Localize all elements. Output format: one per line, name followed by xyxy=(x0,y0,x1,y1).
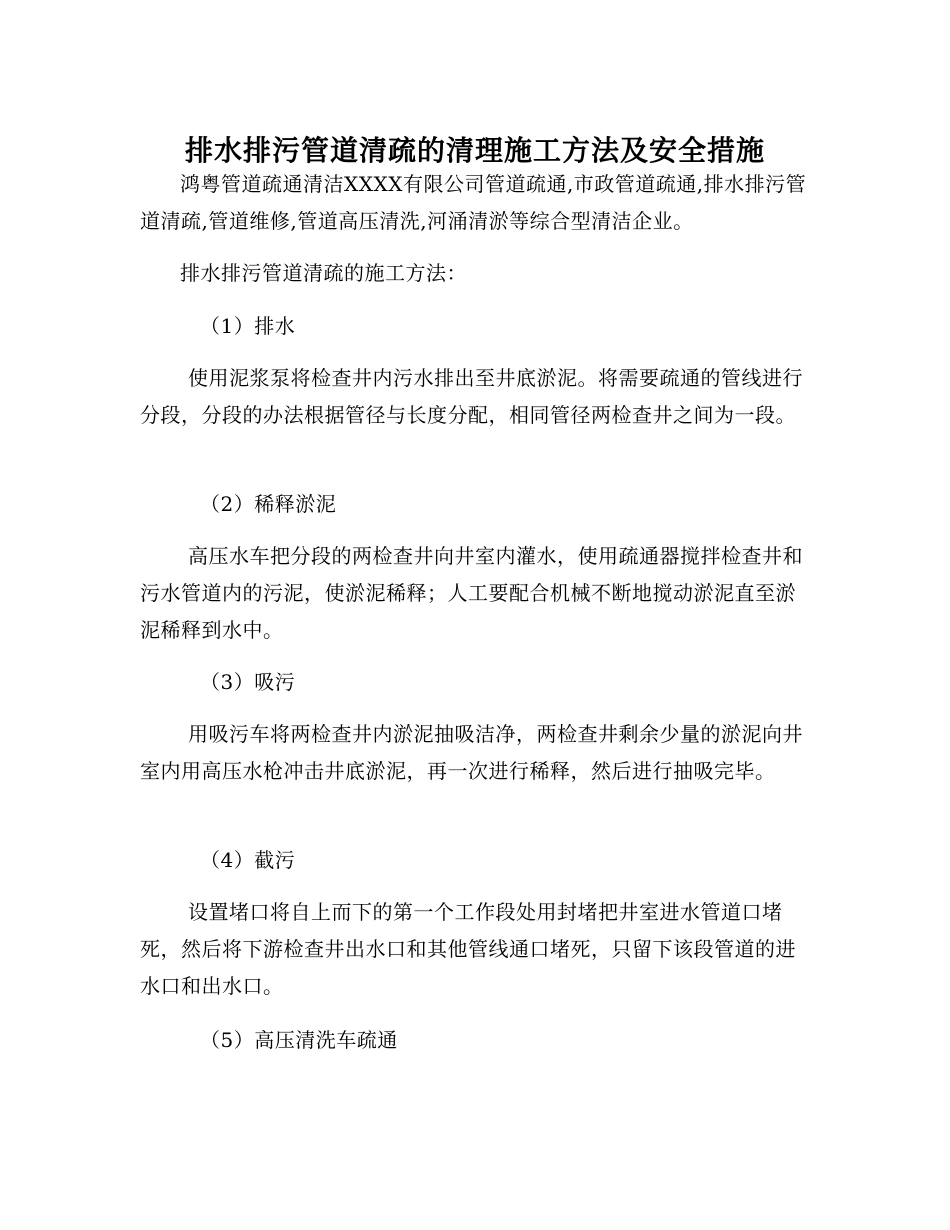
document-title: 排水排污管道清疏的清理施工方法及安全措施 xyxy=(184,133,765,167)
section-title: 排水排污管道清疏的施工方法： xyxy=(180,261,467,285)
step-1-heading: （1）排水 xyxy=(200,314,296,338)
step-3-heading: （3）吸污 xyxy=(200,670,296,694)
step-1-body: 使用泥浆泵将检查井内污水排出至井底淤泥。将需要疏通的管线进行分段，分段的办法根据管径与长度分配，相同管径两检查井之间为一段。 xyxy=(140,366,803,427)
step-4-heading: （4）截污 xyxy=(200,848,296,872)
step-4-body: 设置堵口将自上而下的第一个工作段处用封堵把井室进水管道口堵死，然后将下游检查井出水口和其他管线通口堵死，只留下该段管道的进水口和出水口。 xyxy=(140,900,796,998)
step-3-body: 用吸污车将两检查井内淤泥抽吸洁净，两检查井剩余少量的淤泥向井室内用高压水枪冲击井底淤泥，再一次进行稀释，然后进行抽吸完毕。 xyxy=(140,722,803,783)
intro-paragraph: 鸿粤管道疏通清洁XXXX有限公司管道疏通,市政管道疏通,排水排污管道清疏,管道维修,管道高压清洗,河涌清淤等综合型清洁企业。 xyxy=(140,172,807,233)
step-2-heading: （2）稀释淤泥 xyxy=(200,492,337,516)
step-5-heading: （5）高压清洗车疏通 xyxy=(200,1028,398,1052)
step-2-body: 高压水车把分段的两检查井向井室内灌水，使用疏通器搅拌检查井和污水管道内的污泥，使淤泥稀释；人工要配合机械不断地搅动淤泥直至淤泥稀释到水中。 xyxy=(140,544,803,642)
